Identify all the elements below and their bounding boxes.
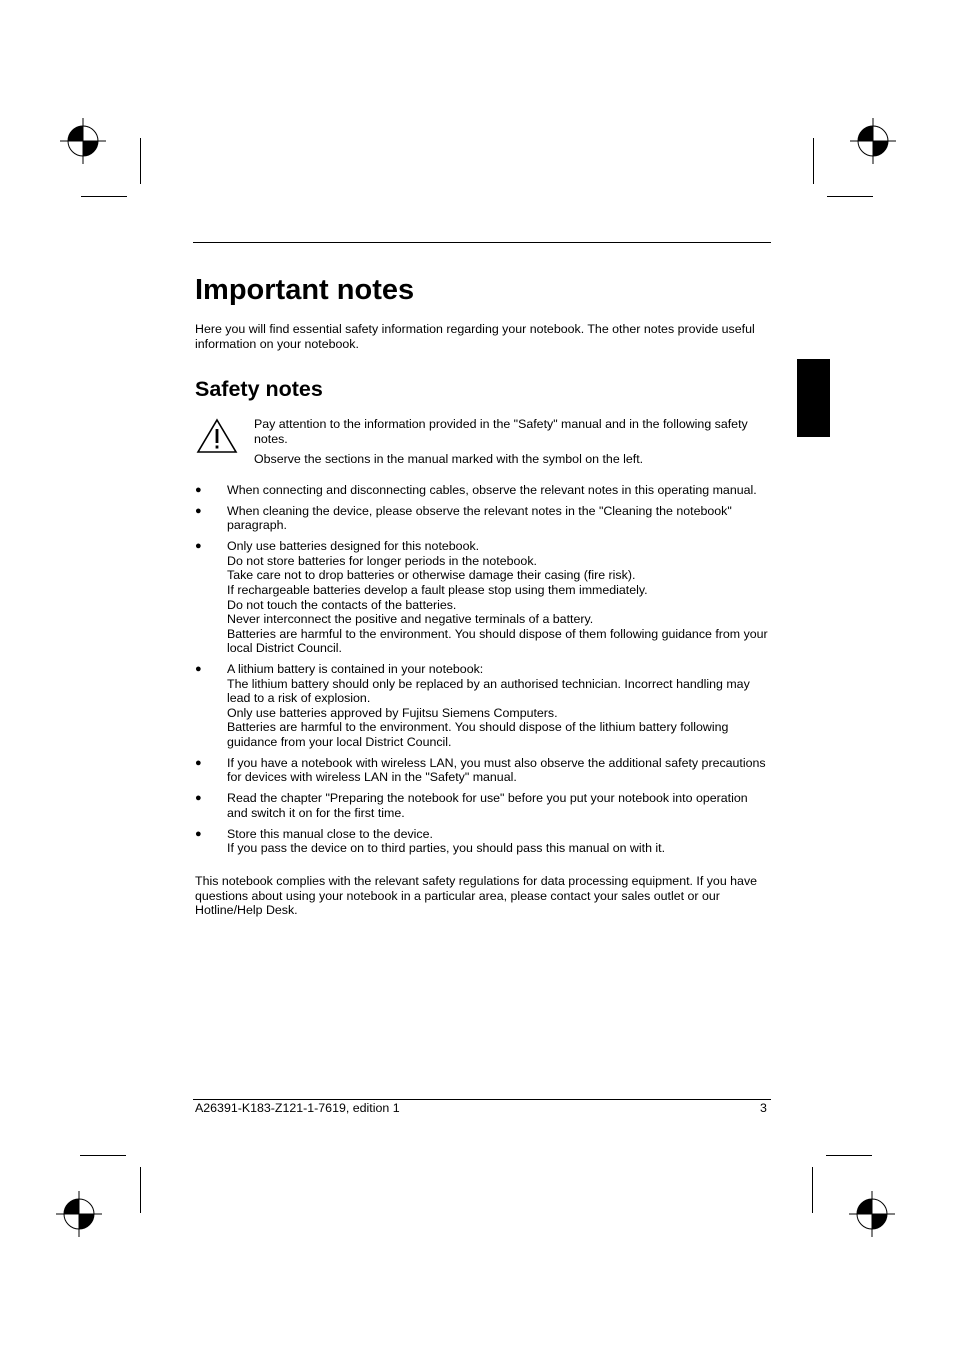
- section-title: Safety notes: [195, 377, 323, 401]
- list-item: [195, 662, 771, 750]
- list-item: [195, 504, 771, 533]
- list-item-line: If rechargeable batteries develop a fault please stop using them immediately.: [227, 582, 648, 597]
- list-item-line: A lithium battery is contained in your notebook:: [227, 662, 484, 677]
- list-item-line: When connecting and disconnecting cables, observe the relevant notes in this operating manual.: [227, 483, 757, 497]
- page-title: Important notes: [195, 274, 415, 306]
- registration-mark-icon: [850, 118, 896, 164]
- closing-paragraph: This notebook complies with the relevant safety regulations for data processing equipment. If you have questions about using your notebook in a particular area, please contact your sales outlet or our Hotline/Help Desk.: [195, 874, 758, 918]
- list-item-line: Batteries are harmful to the environment. You should dispose of the lithium battery following guidance from your local District Council.: [227, 720, 729, 750]
- list-item-line: If you pass the device on to third parties, you should pass this manual on with it.: [227, 841, 666, 856]
- warning-paragraph: Observe the sections in the manual marked with the symbol on the left.: [254, 452, 644, 467]
- bullet-icon: ●: [195, 540, 202, 553]
- bullet-icon: ●: [195, 792, 202, 805]
- warning-notice: [254, 417, 771, 473]
- footer-page-number: 3: [760, 1101, 767, 1115]
- crop-line: [813, 138, 814, 184]
- bullet-icon: ●: [195, 484, 202, 496]
- registration-mark-icon: [56, 1191, 102, 1237]
- list-item-line: When cleaning the device, please observe the relevant notes in the "Cleaning the notebook" paragraph.: [227, 503, 732, 533]
- bullet-icon: ●: [195, 663, 202, 676]
- list-item-line: Store this manual close to the device.: [227, 826, 433, 841]
- crop-line: [81, 196, 127, 197]
- header-rule: [193, 242, 771, 243]
- list-item-line: Read the chapter "Preparing the notebook for use" before you put your notebook into operation and switch it on for the first time.: [227, 791, 748, 820]
- list-item-line: Batteries are harmful to the environment. You should dispose of them following guidance from your local District Council.: [227, 626, 768, 656]
- registration-mark-icon: [849, 1191, 895, 1237]
- list-item-line: The lithium battery should only be replaced by an authorised technician. Incorrect handling may lead to a risk of explosion.: [227, 676, 750, 706]
- crop-line: [80, 1155, 126, 1156]
- warning-paragraph: Pay attention to the information provided in the "Safety" manual and in the following safety notes.: [254, 417, 748, 446]
- list-item-line: Only use batteries approved by Fujitsu Siemens Computers.: [227, 705, 558, 720]
- crop-line: [140, 138, 141, 184]
- bullet-icon: ●: [195, 504, 202, 517]
- crop-line: [827, 196, 873, 197]
- warning-triangle-icon: [196, 418, 238, 454]
- registration-mark-icon: [60, 118, 106, 164]
- crop-line: [140, 1167, 141, 1213]
- list-item-line: Never interconnect the positive and negative terminals of a battery.: [227, 612, 594, 627]
- list-item-line: Only use batteries designed for this notebook.: [227, 539, 480, 554]
- list-item: [195, 483, 771, 498]
- list-item-line: Do not store batteries for longer periods in the notebook.: [227, 553, 537, 568]
- list-item: [195, 827, 771, 856]
- chapter-tab-marker: [797, 359, 830, 437]
- list-item-line: Take care not to drop batteries or otherwise damage their casing (fire risk).: [227, 568, 636, 583]
- crop-line: [826, 1155, 872, 1156]
- footer-doc-id: A26391-K183-Z121-1-7619, edition 1: [195, 1101, 400, 1115]
- list-item-line: Do not touch the contacts of the batteries.: [227, 597, 457, 612]
- bullet-icon: ●: [195, 756, 202, 769]
- crop-line: [812, 1167, 813, 1213]
- safety-bullet-list: [195, 483, 771, 862]
- list-item: [195, 791, 771, 820]
- list-item: [195, 756, 771, 785]
- list-item-line: If you have a notebook with wireless LAN, you must also observe the additional safety precautions for devices with wireless LAN in the "Safety" manual.: [227, 755, 766, 785]
- list-item: [195, 539, 771, 656]
- footer-rule: [193, 1099, 771, 1100]
- bullet-icon: ●: [195, 827, 202, 840]
- intro-paragraph: Here you will find essential safety information regarding your notebook. The other notes provide useful information on your notebook.: [195, 322, 755, 351]
